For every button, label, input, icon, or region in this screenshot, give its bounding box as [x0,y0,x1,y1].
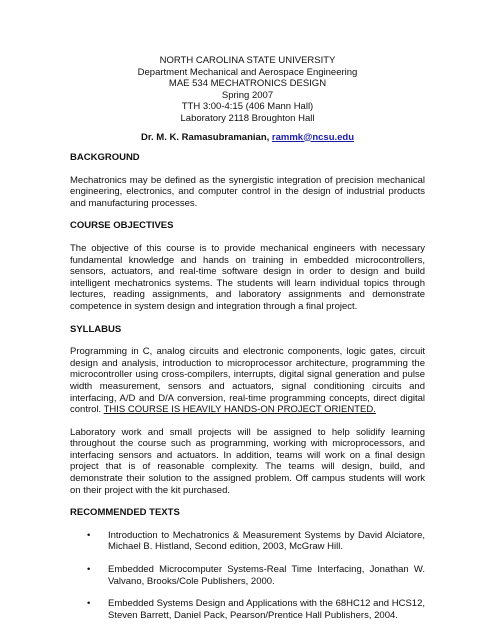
bullet-icon: • [87,564,91,576]
course-schedule: TTH 3:00-4:15 (406 Mann Hall) [181,101,314,113]
syllabus-heading: SYLLABUS [70,323,122,335]
text-reference: Embedded Systems Design and Applications with the 68HC12 and HCS12, Steven Barrett, Daniel Pack, Pearson/Prentice Hall Publishers, 2004. [108,598,425,621]
text-reference: Embedded Microcomputer Systems-Real Time Interfacing, Jonathan W. Valvano, Brooks/Cole Publishers, 2000. [108,564,425,587]
university-name: NORTH CAROLINA STATE UNIVERSITY [159,55,336,66]
instructor-email-link[interactable]: rammk@ncsu.edu [271,131,355,143]
lab-location: Laboratory 2118 Broughton Hall [180,112,315,124]
objectives-heading: COURSE OBJECTIVES [70,220,174,232]
list-item [70,598,425,621]
course-title: MAE 534 MECHATRONICS DESIGN [168,78,327,90]
instructor-name: Dr. M. K. Ramasubramanian, [140,131,272,143]
objectives-section [70,220,425,312]
syllabus-text [70,346,425,416]
syllabus-emphasis: THIS COURSE IS HEAVILY HANDS-ON PROJECT ORIENTED. [103,404,376,416]
text-reference: Introduction to Mechatronics & Measurement Systems by David Alciatore, Michael B. Histland, Second edition, 2003, McGraw Hill. [108,529,425,553]
syllabus-section [70,324,425,497]
course-term: Spring 2007 [221,89,274,101]
list-item [70,530,425,553]
department-name: Department Mechanical and Aerospace Engineering [137,66,358,78]
texts-heading: RECOMMENDED TEXTS [70,507,180,519]
background-text: Mechatronics may be defined as the synergistic integration of precision mechanical engineering, electronics, and computer control in the design of industrial products and manufacturing processes. [70,174,425,209]
bullet-icon: • [87,529,91,541]
texts-section [70,507,425,621]
lab-description: Laboratory work and small projects will be assigned to help solidify learning throughout the course such as programming, working with microprocessors, and interfacing sensors and actuators. In addition, teams will work on a final design project that is of reasonable complexity. The teams will design, build, and demonstrate their solution to the assigned problem. Off campus students will work on their project with the kit purchased. [70,426,425,496]
document-body [70,152,425,632]
objectives-text: The objective of this course is to provide mechanical engineers with necessary fundamental knowledge and hands on training in embedded microcontrollers, sensors, actuators, and real-time software design in order to design and build intelligent mechatronics systems. The students will learn individual topics through lectures, reading assignments, and laboratory assignments and demonstrate competence in system design and integration through a final project. [70,242,425,312]
course-header [70,55,425,143]
background-heading: BACKGROUND [70,152,140,163]
background-section [70,152,425,209]
bullet-icon: • [87,598,91,610]
list-item [70,564,425,587]
texts-list [70,530,425,622]
syllabus-topics: Programming in C, analog circuits and electronic components, logic gates, circuit design and analysis, introduction to microprocessor architecture, programming the microcontroller using cross-compilers, interrupts, digital signal generation and pulse width measurement, sensors and actuators, signal conditioning circuits and interfacing, A/D and D/A conversion, real-time programming concepts, direct digital control. [70,346,425,416]
instructor-line [70,132,425,144]
